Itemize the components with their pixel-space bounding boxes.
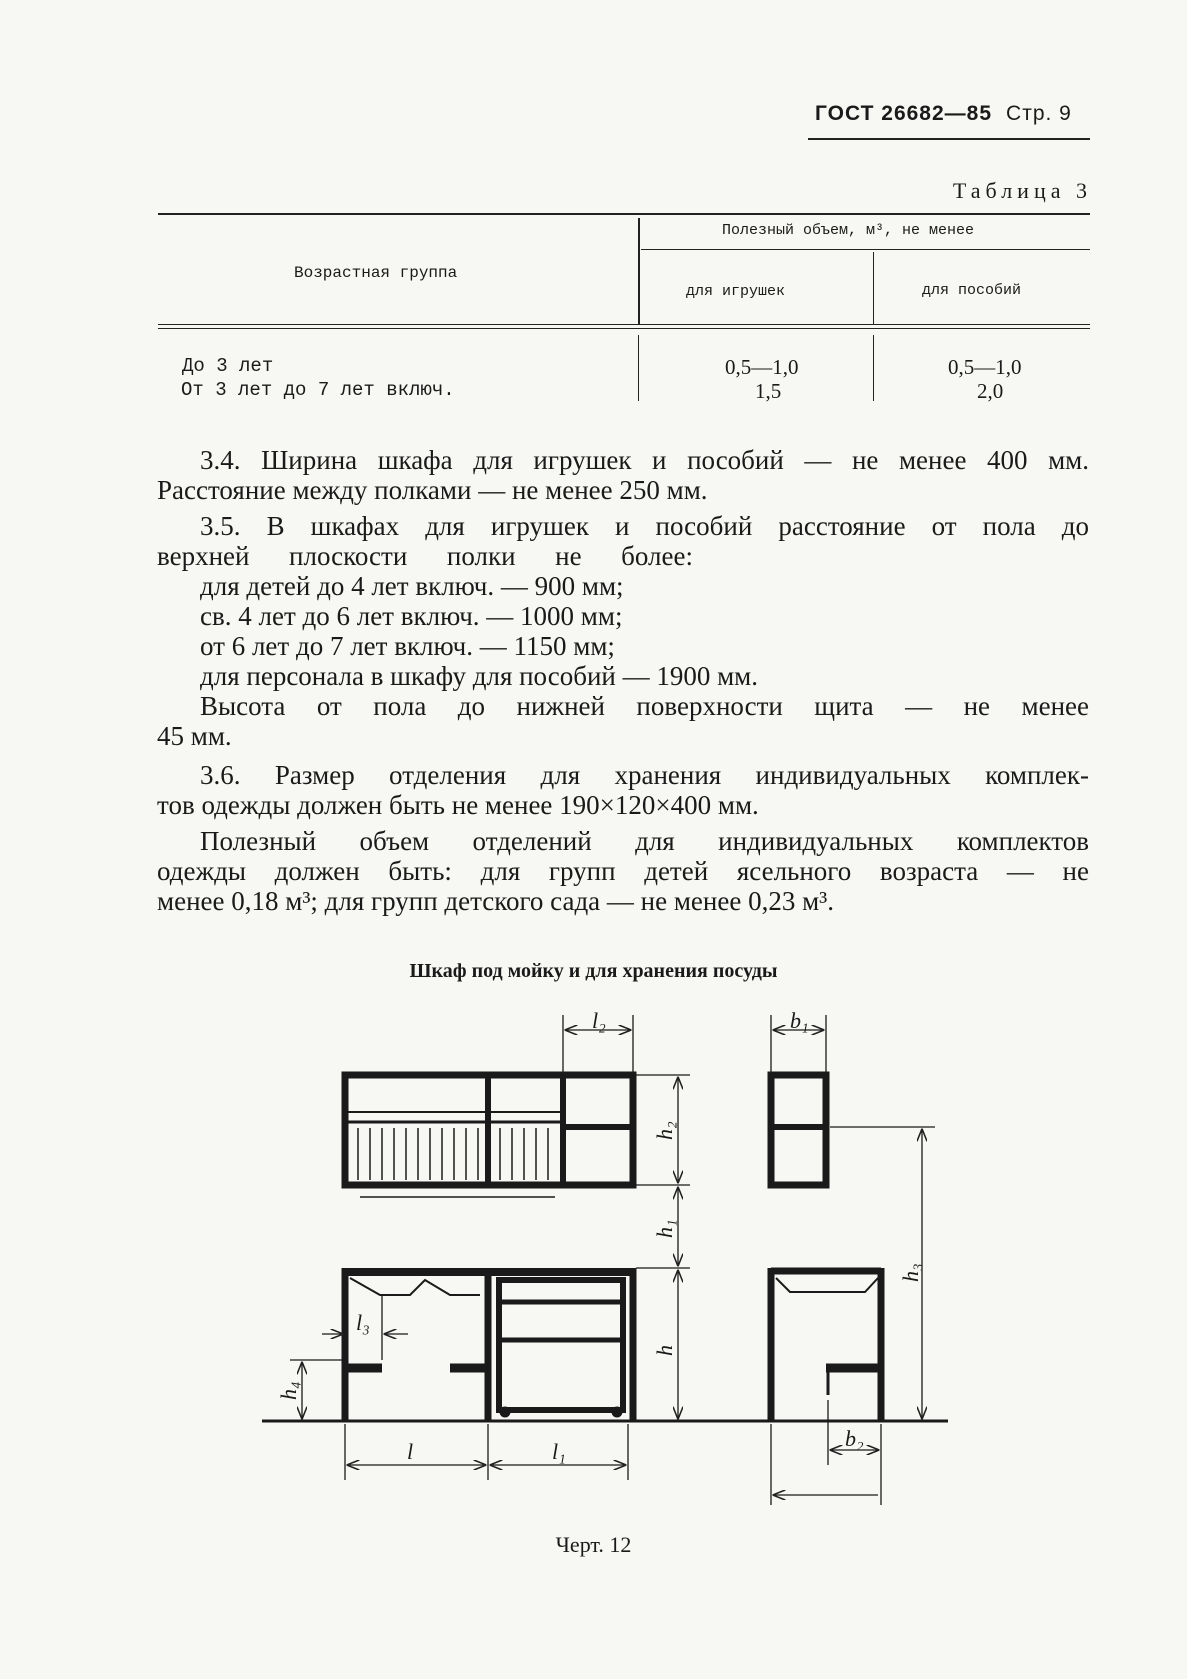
label-h4: h₄ [276,1381,301,1400]
text-line: одежды должен быть: для групп детей ясельного возраста — не [157,856,1089,886]
wheel [500,1407,510,1417]
standard-number: ГОСТ 26682—85 [815,102,993,125]
label-l3: l₃ [356,1310,370,1335]
label-l1: l₁ [552,1439,566,1464]
text-line: для персонала в шкафу для пособий — 1900 мм. [200,661,759,691]
figure-title: Шкаф под мойку и для хранения посуды [409,960,778,982]
table-row: До 3 лет [182,355,274,377]
label-b2: b₂ [845,1426,864,1451]
text-line: менее 0,18 м³; для групп детского сада — не менее 0,23 м³. [157,886,835,916]
table-cell: 0,5—1,0 [948,355,1022,379]
col-header-volume: Полезный объем, м³, не менее [722,222,975,239]
label-h3: h₃ [898,1263,923,1282]
text-line: Высота от пола до нижней поверхности щита — не менее [200,691,1089,721]
table-cell: 0,5—1,0 [725,355,799,379]
label-h2: h₂ [652,1121,677,1140]
text-line: св. 4 лет до 6 лет включ. — 1000 мм; [200,601,623,631]
text-line: верхней плоскости полки не более: [157,541,693,571]
label-l2: l₂ [592,1008,606,1033]
lower-side-sink [776,1278,878,1292]
label-b1: b₁ [790,1008,809,1033]
text-line: 3.5. В шкафах для игрушек и пособий расстояние от пола до [200,511,1089,541]
text-line: 3.4. Ширина шкафа для игрушек и пособий — не менее 400 мм. [200,445,1089,475]
text-line: 45 мм. [157,721,232,751]
col-header-group: Возрастная группа [294,264,458,282]
wheel [612,1407,622,1417]
label-l: l [407,1439,414,1464]
text-line: тов одежды должен быть не менее 190×120×400 мм. [157,790,759,820]
table-cell: 2,0 [977,379,1004,403]
table-cell: 1,5 [755,379,782,403]
label-h1: h₁ [652,1219,677,1238]
dish-rack-slats [358,1128,548,1180]
page-number: Стр. 9 [1006,102,1072,125]
col-header-toys: для игрушек [686,283,786,300]
table-label: Таблица 3 [952,178,1092,203]
text-line: от 6 лет до 7 лет включ. — 1150 мм; [200,631,615,661]
sink-bowl [350,1278,480,1295]
col-header-aids: для пособий [922,282,1022,299]
text-line: Полезный объем отделений для индивидуальных комплектов [200,826,1089,856]
text-line: Расстояние между полками — не менее 250 мм. [157,475,708,505]
text-line: для детей до 4 лет включ. — 900 мм; [200,571,624,601]
figure-caption: Черт. 12 [555,1532,632,1557]
text-line: 3.6. Размер отделения для хранения индивидуальных комплек- [200,760,1089,790]
table-row: От 3 лет до 7 лет включ. [181,379,455,401]
label-h: h [652,1345,677,1356]
